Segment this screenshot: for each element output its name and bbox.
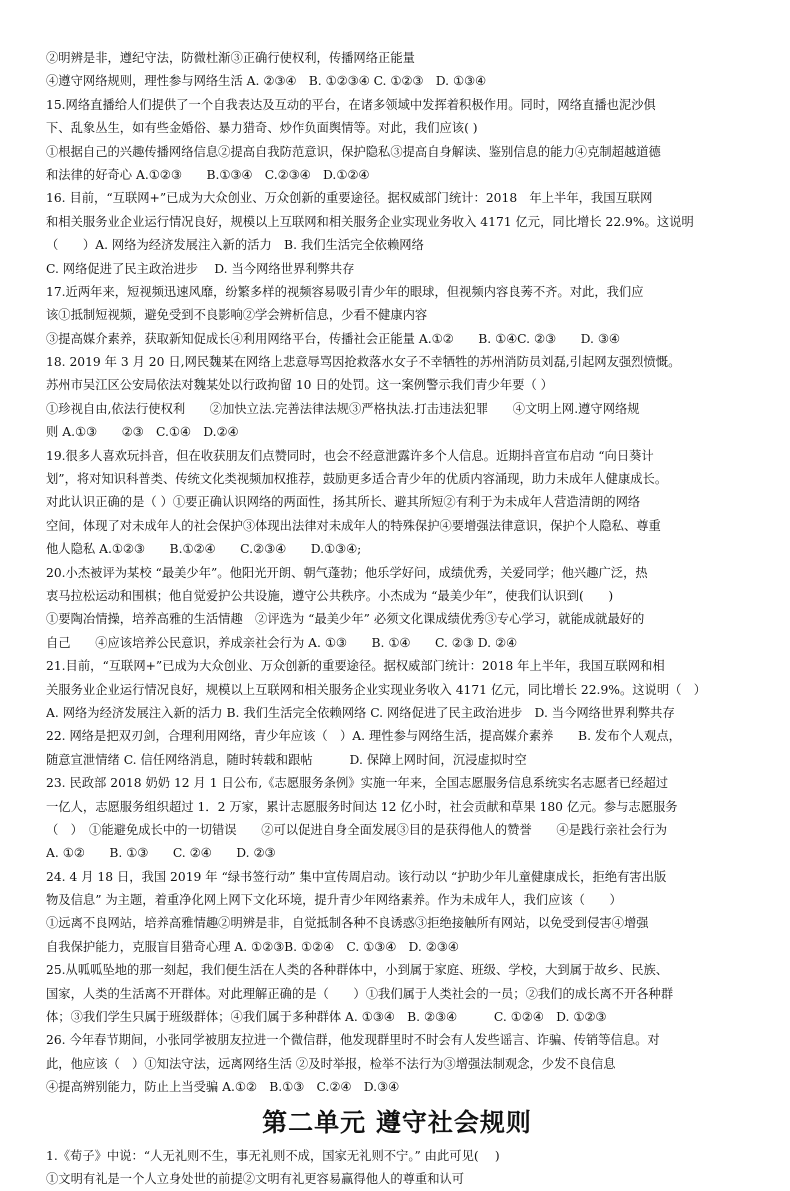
text-line: ③提高媒介素养，获取新知促成长④利用网络平台，传播社会正能量 A.①② B. ①④C. ②③ D. ③④ [46, 331, 620, 346]
section-heading: 第二单元 遵守社会规则 [262, 1107, 532, 1137]
text-line: 物及信息” 为主题，着重净化网上网下文化环境，提升青少年网络素养。作为未成年人，我们应该（ ） [46, 893, 622, 908]
text-line: 和法律的好奇心 A.①②③ B.①③④ C.②③④ D.①②④ [46, 167, 370, 182]
text-line: 随意宣泄情绪 C. 信任网络消息，随时转载和跟帖 D. 保障上网时间，沉浸虚拟时空 [46, 752, 527, 767]
text-line: ①文明有礼是一个人立身处世的前提②文明有礼更容易赢得他人的尊重和认可 [46, 1171, 465, 1186]
text-line: C. 网络促进了民主政治进步 D. 当今网络世界利弊共存 [46, 261, 355, 276]
text-line: 19.很多人喜欢玩抖音，但在收获朋友们点赞同时，也会不经意泄露许多个人信息。近期抖音宣布启动 “向日葵计 [46, 448, 654, 463]
text-line: ①要陶冶情操，培养高雅的生活情趣 ②评选为 “最美少年” 必须文化课成绩优秀③专心学习，就能成就最好的 [46, 612, 645, 627]
text-line: ④提高辨别能力，防止上当受骗 A.①② B.①③ C.②④ D.③④ [46, 1080, 400, 1095]
text-line: 自我保护能力，克服盲目猎奇心理 A. ①②③B. ①②④ C. ①③④ D. ②③④ [46, 939, 459, 954]
text-line: 一亿人，志愿服务组织超过 1．2 万家，累计志愿服务时间达 12 亿小时，社会贡献和草果 180 亿元。参与志愿服务 [46, 799, 678, 814]
text-line: 苏州市吴江区公安局依法对魏某处以行政拘留 10 日的处罚。这一案例警示我们青少年要（ ） [46, 378, 553, 393]
text-line: 15.网络直播给人们提供了一个自我表达及互动的平台，在诸多领域中发挥着积极作用。同时，网络直播也泥沙俱 [46, 97, 656, 112]
text-line: 21.目前，“互联网+”已成为大众创业、万众创新的重要途径。据权威部门统计：2018 年上半年，我国互联网和相 [46, 659, 665, 674]
text-line: 体；③我们学生只属于班级群体；④我们属于多种群体 A. ①③④ B. ②③④ C. ①②④ D. ①②③ [46, 1010, 607, 1025]
text-line: 关服务业企业运行情况良好，规模以上互联网和相关服务企业实现业务收入 4171 亿元，同比增长 22.9%。这说明（ ） [46, 682, 707, 697]
text-line: 他人隐私 A.①②③ B.①②④ C.②③④ D.①③④; [46, 542, 362, 557]
text-line: 则 A.①③ ②③ C.①④ D.②④ [46, 425, 239, 440]
text-line: 24. 4 月 18 日，我国 2019 年 “绿书签行动” 集中宣传周启动。该行动以 “护助少年儿童健康成长，拒绝有害出版 [46, 869, 667, 884]
text-line: ②明辨是非，遵纪守法，防微杜渐③正确行使权利，传播网络正能量 [46, 51, 415, 65]
text-line: 国家，人类的生活离不开群体。对此理解正确的是（ ）①我们属于人类社会的一员；②我们的成长离不开各种群 [46, 986, 674, 1001]
text-line: 自己 ④应该培养公民意识，养成亲社会行为 A. ①③ B. ①④ C. ②③ D. ②④ [46, 635, 518, 650]
text-line: 对此认识正确的是（ ）①要正确认识网络的两面性，扬其所长、避其所短②有利于为未成年人营造清朗的网络 [46, 495, 641, 510]
text-line: 17.近两年来，短视频迅速风靡，纷繁多样的视频容易吸引青少年的眼球，但视频内容良莠不齐。对此，我们应 [46, 284, 644, 299]
text-line: 18. 2019 年 3 月 20 日,网民魏某在网络上悲意辱骂因抢救落水女子不幸牺牲的苏州消防员刘磊,引起网友强烈愤慨。 [46, 355, 681, 370]
text-line: 25.从呱呱坠地的那一刻起，我们便生活在人类的各种群体中，小到属于家庭、班级、学校，大到属于故乡、民族、 [46, 963, 669, 978]
text-line: 此，他应该（ ）①知法守法，远离网络生活 ②及时举报，检举不法行为③增强法制观念，少发不良信息 [46, 1056, 616, 1071]
text-line: 26. 今年春节期间，小张同学被朋友拉进一个微信群，他发现群里时不时会有人发些谣言、诈骗、传销等信息。对 [46, 1033, 660, 1048]
question-text-block-2 [46, 1145, 748, 1191]
text-line: A. 网络为经济发展注入新的活力 B. 我们生活完全依赖网络 C. 网络促进了民主政治进步 D. 当今网络世界利弊共存 [46, 705, 675, 720]
question-text-block [46, 47, 748, 1100]
text-line: A. ①② B. ①③ C. ②④ D. ②③ [46, 846, 276, 861]
text-line: ①根据自己的兴趣传播网络信息②提高自我防范意识，保护隐私③提高自身解读、鉴别信息的能力④克制超越道德 [46, 144, 661, 159]
text-line: 下、乱象丛生，如有些金婚俗、暴力猎奇、炒作负面舆情等。对此，我们应该( ) [46, 121, 478, 136]
text-line: 空间，体现了对未成年人的社会保护③体现出法律对未成年人的特殊保护④要增强法律意识，保护个人隐私、尊重 [46, 518, 661, 533]
text-line: 22. 网络是把双刃剑，合理利用网络，青少年应该（ ）A. 理性参与网络生活，提高媒介素养 B. 发布个人观点， [46, 729, 681, 744]
text-line: 衷马拉松运动和围棋；他自觉爱护公共设施，遵守公共秩序。小杰成为 “最美少年”，使我们认识到( ) [46, 588, 614, 603]
text-line: 划”，将对知识科普类、传统文化类视频加权推荐，鼓励更多适合青少年的优质内容涌现，助力未成年人健康成长。 [46, 472, 668, 487]
text-line: 和相关服务业企业运行情况良好，规模以上互联网和相关服务企业实现业务收入 4171 亿元，同比增长 22.9%。这说明 [46, 214, 694, 229]
text-line: ①远离不良网站，培养高雅情趣②明辨是非，自觉抵制各种不良诱惑③拒绝接触所有网站，以免受到侵害④增强 [46, 916, 649, 931]
text-line: （ ）A. 网络为经济发展注入新的活力 B. 我们生活完全依赖网络 [46, 238, 424, 253]
text-line: 23. 民政部 2018 奶奶 12 月 1 日公布,《志愿服务条例》实施一年来，全国志愿服务信息系统实名志愿者已经超过 [46, 776, 669, 791]
text-line: 20.小杰被评为某校 “最美少年”。他阳光开朗、朝气蓬勃；他乐学好问，成绩优秀，关爱同学；他兴趣广泛，热 [46, 565, 648, 580]
text-line: ④遵守网络规则，理性参与网络生活 A. ②③④ B. ①②③④ C. ①②③ D. ①③④ [46, 74, 487, 89]
text-line: 16. 目前，“互联网+”已成为大众创业、万众创新的重要途径。据权威部门统计：2018 年上半年，我国互联网 [46, 191, 653, 206]
text-line: ①珍视自由,依法行使权利 ②加快立法.完善法律法规③严格执法.打击违法犯罪 ④文明上网.遵守网络规 [46, 401, 640, 416]
text-line: （ ） ①能避免成长中的一切错误 ②可以促进自身全面发展③目的是获得他人的赞誉 ④是践行亲社会行为 [46, 822, 667, 837]
text-line: 该①抵制短视频，避免受到不良影响②学会辨析信息，少看不健康内容 [46, 308, 428, 323]
text-line: 1.《荀子》中说：“人无礼则不生，事无礼则不成，国家无礼则不宁。” 由此可见( ) [46, 1148, 500, 1163]
